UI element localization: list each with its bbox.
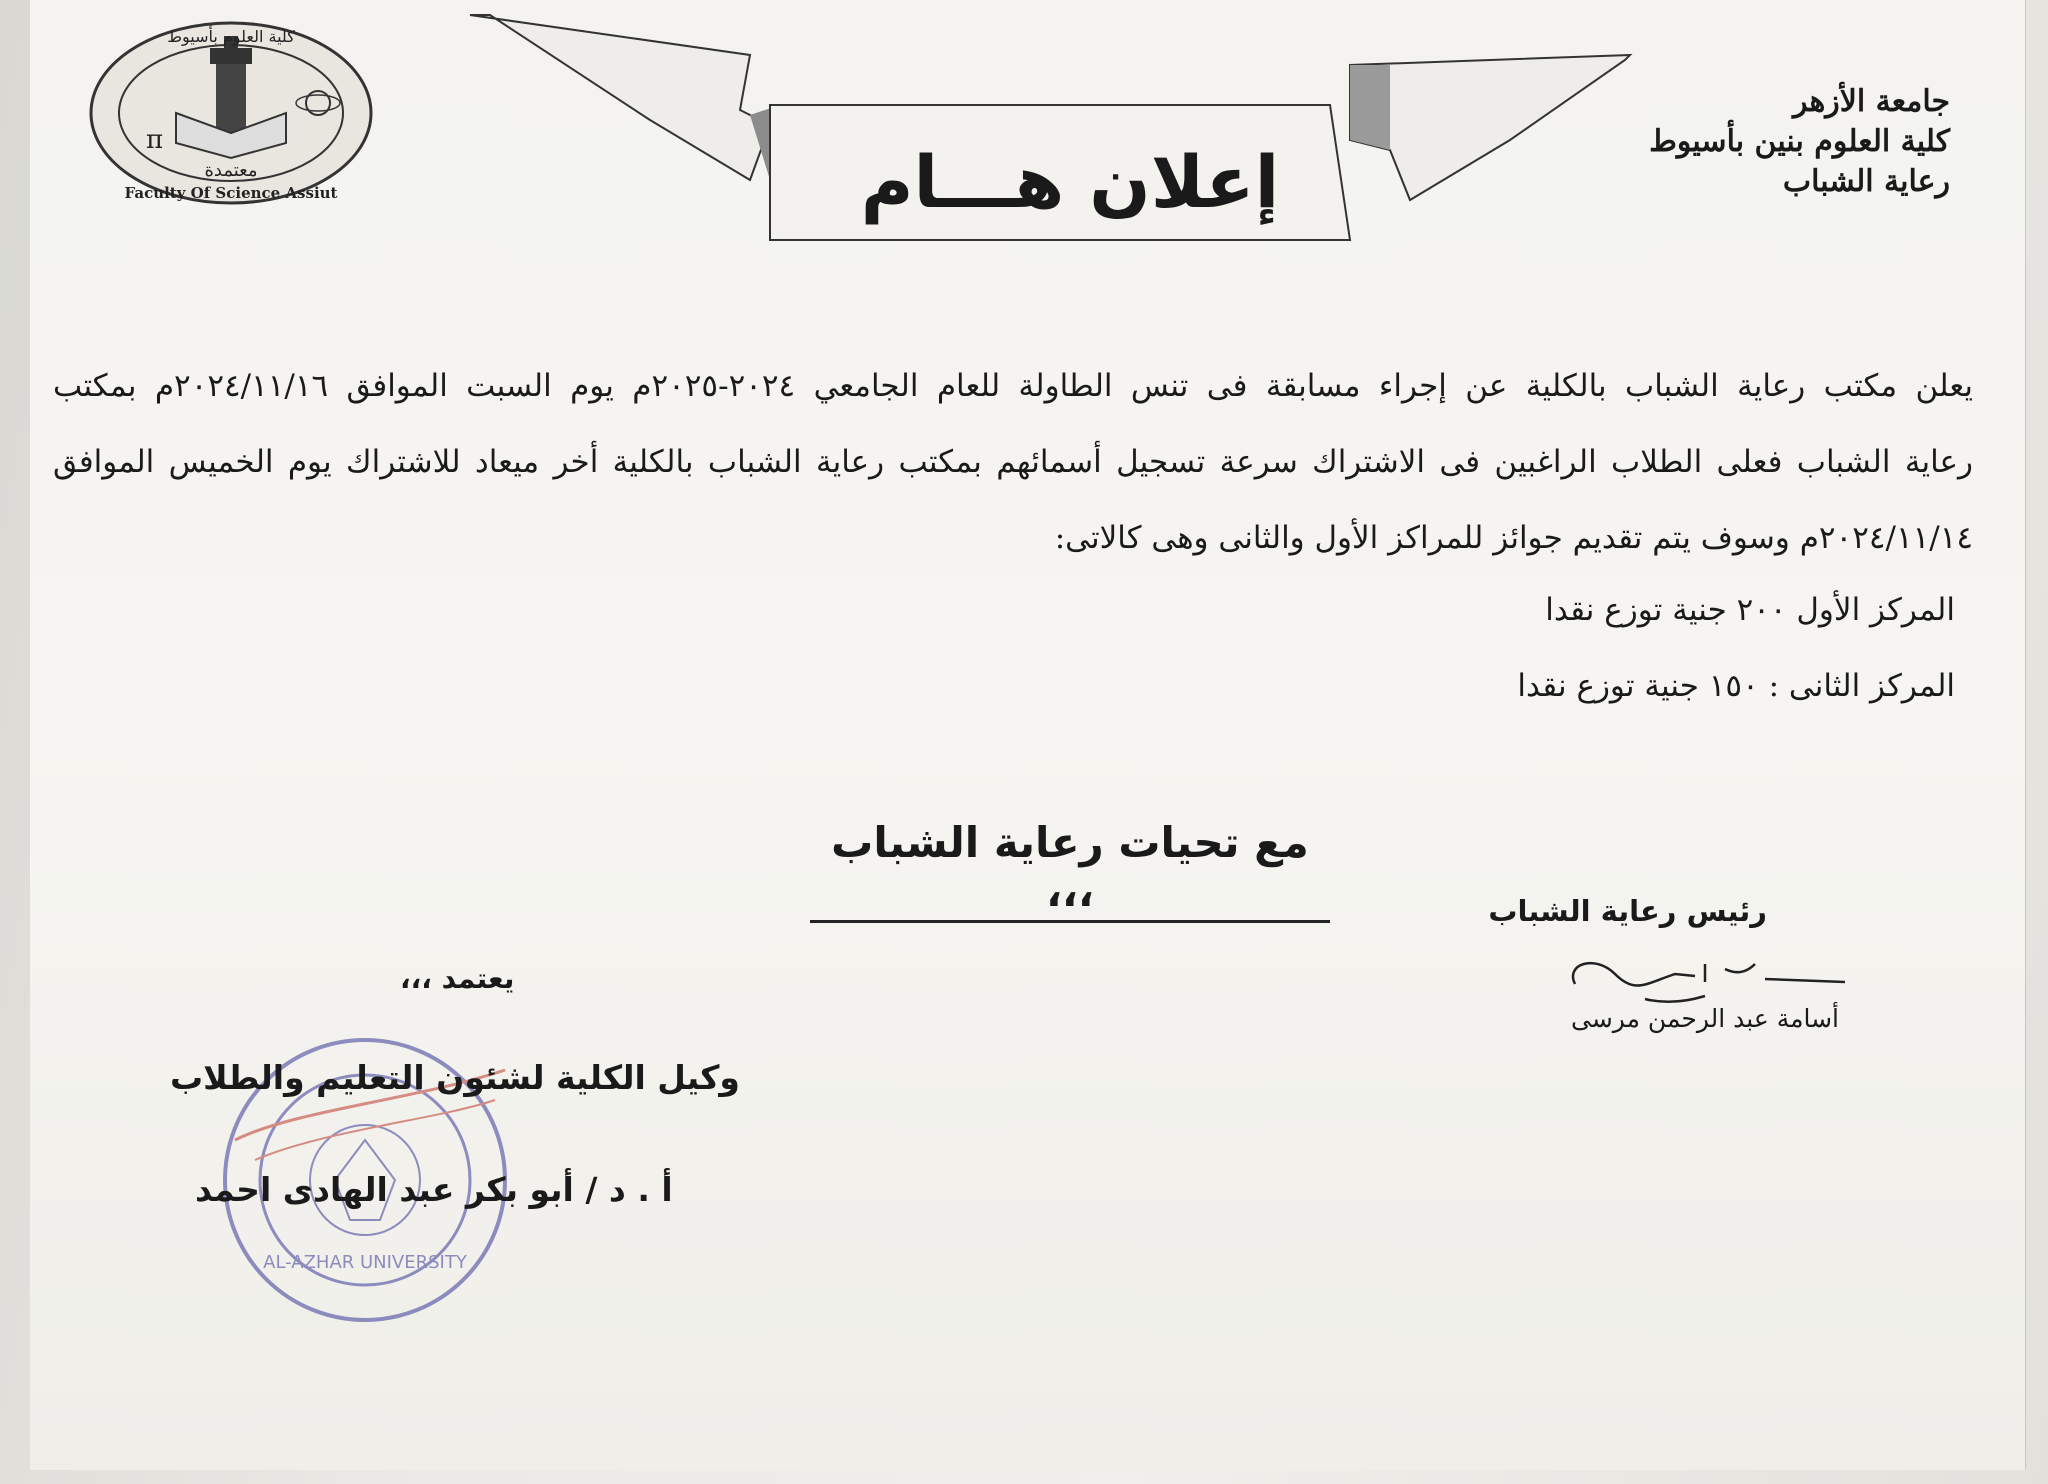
- body-line-1: يعلن مكتب رعاية الشباب بالكلية عن إجراء مسابقة فى تنس الطاولة للعام الجامعي ٢٠٢٤-٢٠٢٥م يوم السبت الموافق ٢٠٢٤/١١/١٦م بمكتب: [53, 368, 1973, 404]
- announcement-title: إعلان هـــام: [860, 140, 1280, 224]
- prize-first: المركز الأول ٢٠٠ جنية توزع نقدا: [1545, 592, 1955, 628]
- logo-top-text: كلية العلوم بأسيوط: [167, 27, 295, 46]
- logo-accredited-text: معتمدة: [204, 160, 258, 181]
- faculty-logo: [86, 18, 376, 208]
- stamp-text: AL-AZHAR UNIVERSITY: [263, 1252, 467, 1273]
- prize-second: المركز الثانى : ١٥٠ جنية توزع نقدا: [1517, 668, 1955, 704]
- closing-regards: مع تحيات رعاية الشباب ،،،: [810, 818, 1330, 923]
- body-line-3: ٢٠٢٤/١١/١٤م وسوف يتم تقديم جوائز للمراكز الأول والثانى وهى كالاتى:: [1054, 520, 1973, 556]
- logo-bottom-text: Faculty Of Science Assiut: [124, 184, 338, 202]
- department-name: رعاية الشباب: [1782, 164, 1950, 199]
- signatory-name: أسامة عبد الرحمن مرسى: [1571, 1004, 1839, 1033]
- university-name: جامعة الأزهر: [1792, 84, 1950, 119]
- faculty-name: كلية العلوم بنين بأسيوط: [1649, 124, 1950, 159]
- announcement-body: [53, 348, 1973, 576]
- header-organization: [1649, 82, 1950, 202]
- body-line-2: رعاية الشباب فعلى الطلاب الراغبين فى الاشتراك سرعة تسجيل أسمائهم بمكتب رعاية الشباب بالكلية أخر ميعاد للاشتراك يوم الخميس الموافق: [53, 444, 1973, 480]
- approver-title: وكيل الكلية لشئون التعليم والطلاب: [170, 1058, 740, 1097]
- signatory-title: رئيس رعاية الشباب: [1488, 894, 1767, 928]
- document-page: [30, 0, 2026, 1470]
- approver-name: أ . د / أبو بكر عبد الهادى احمد: [195, 1170, 673, 1209]
- approval-label: يعتمد ،،،: [400, 962, 515, 995]
- svg-text:π: π: [146, 125, 164, 155]
